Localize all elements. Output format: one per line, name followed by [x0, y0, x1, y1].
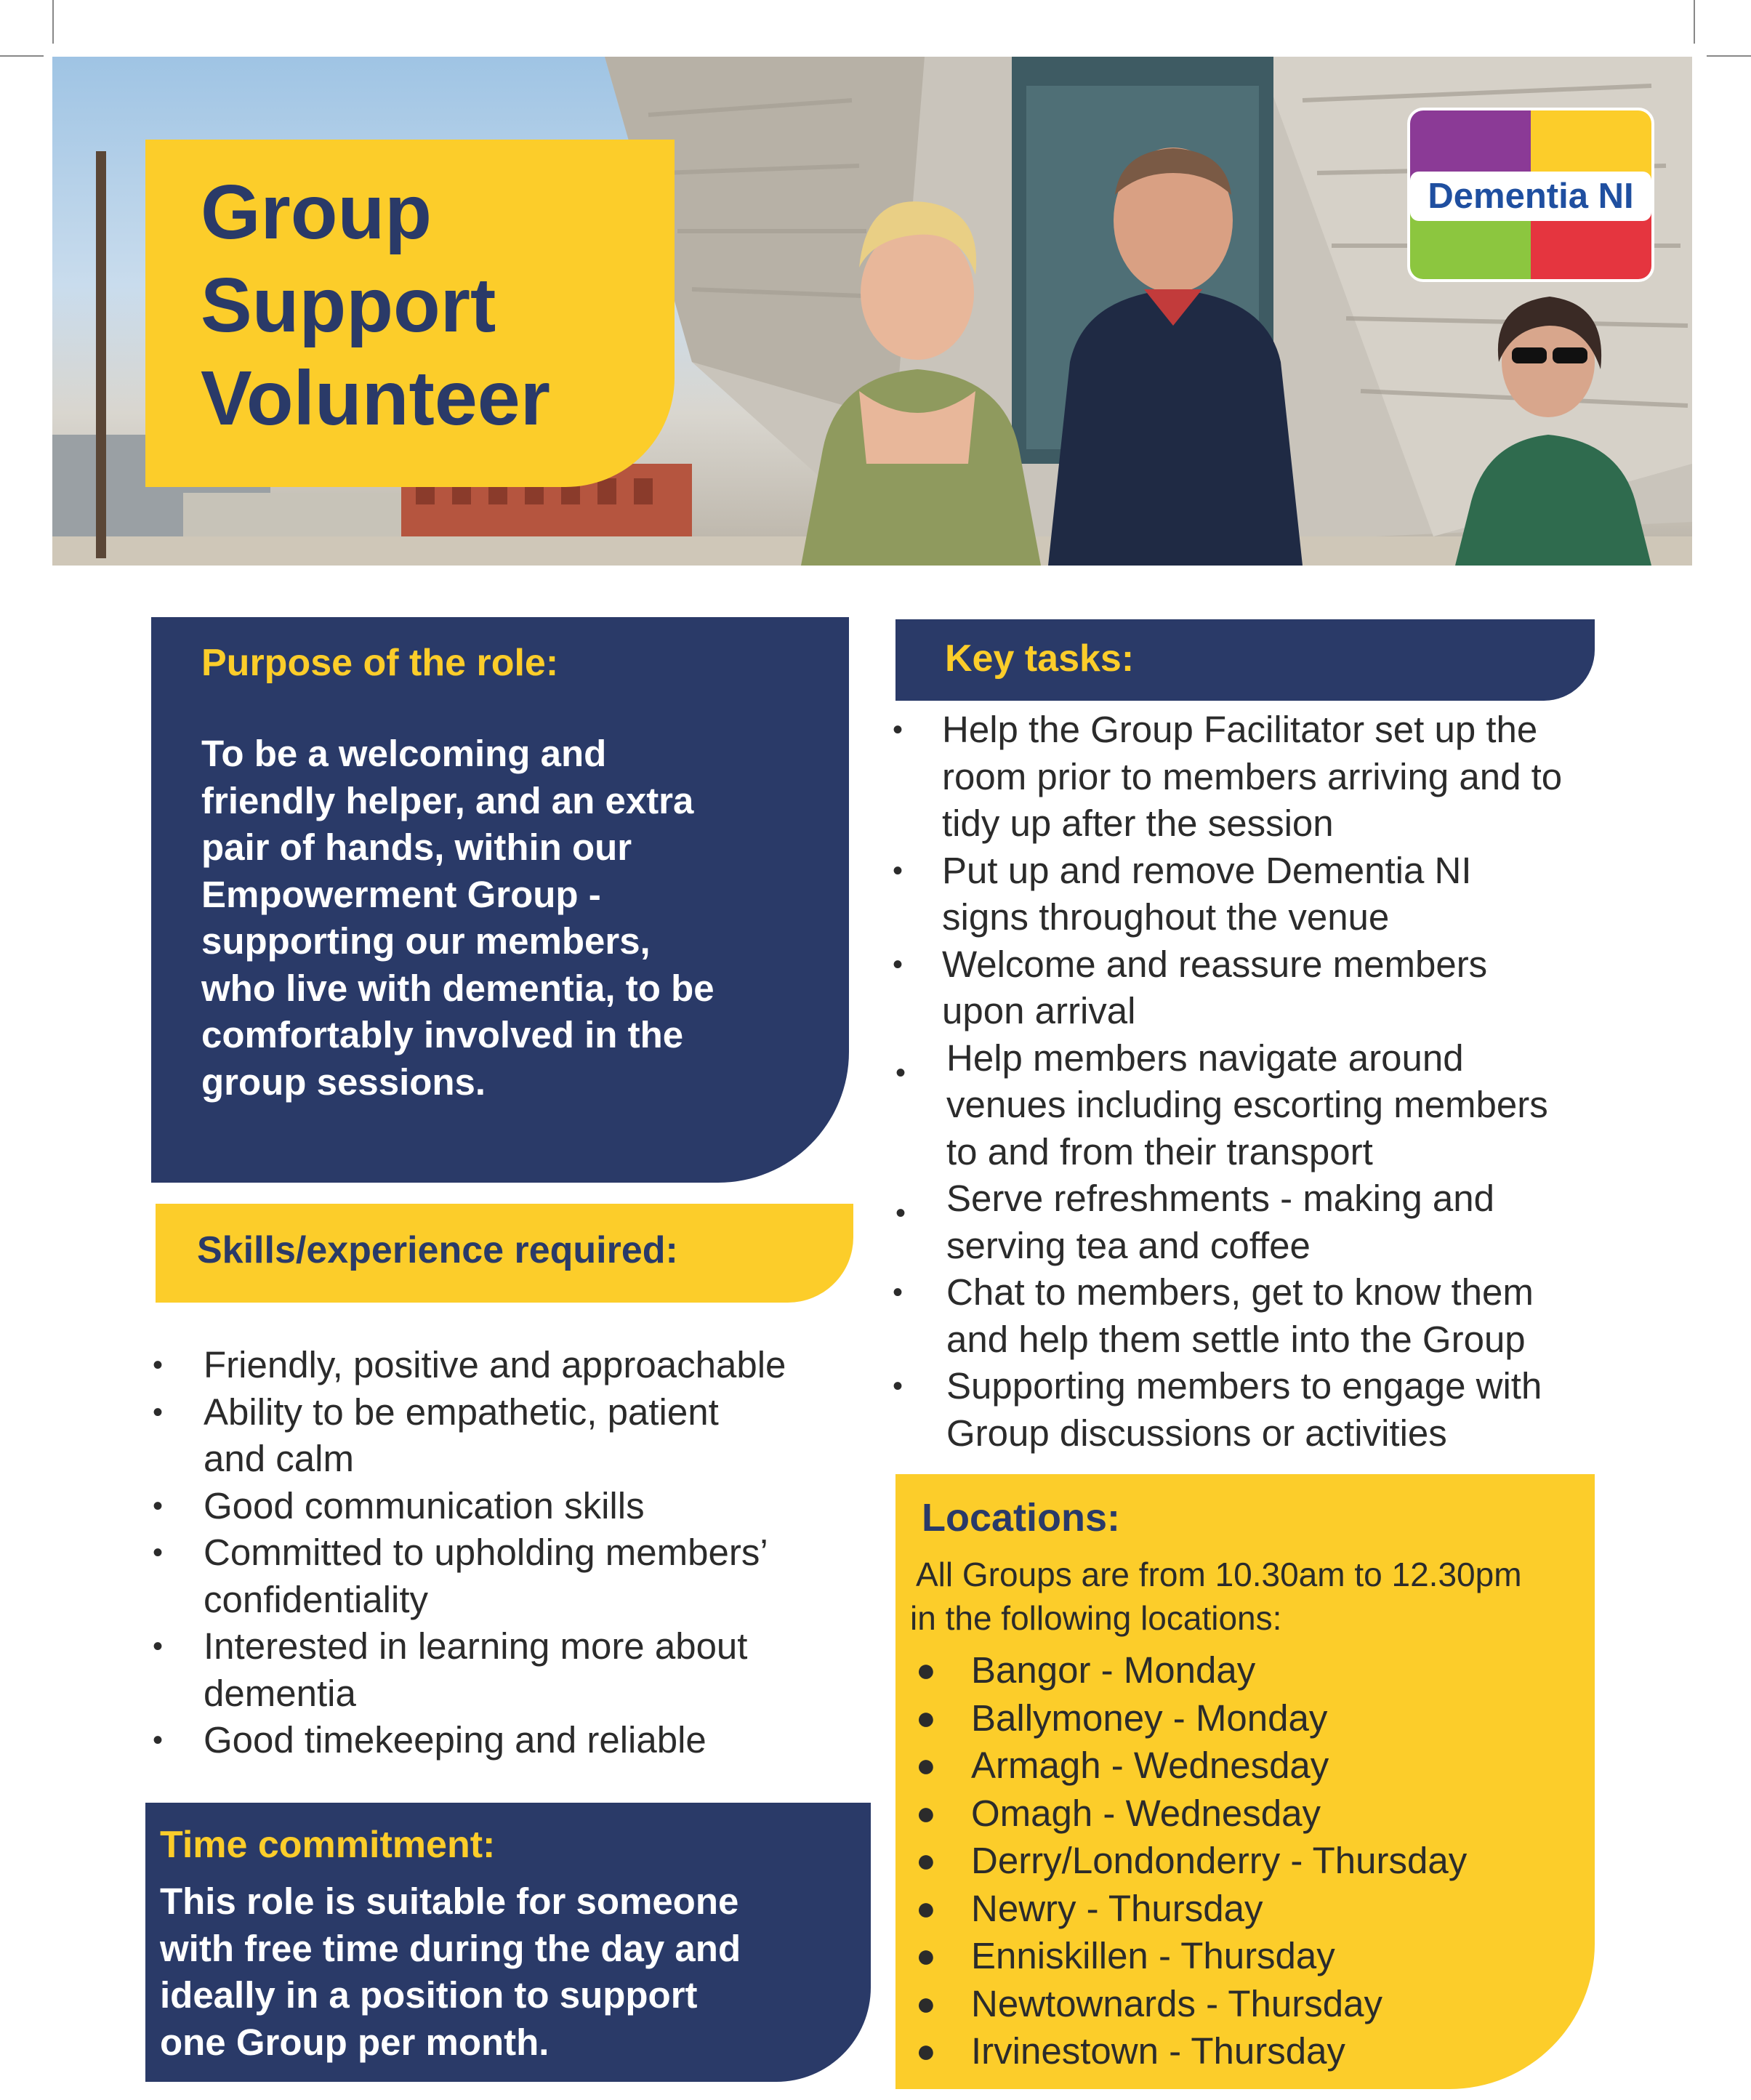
- list-item: • Friendly, positive and approachable: [153, 1342, 850, 1389]
- purpose-line: pair of hands, within our: [201, 826, 632, 868]
- purpose-line: who live with dementia, to be: [201, 967, 715, 1009]
- crop-mark: [52, 0, 54, 44]
- list-item: • Welcome and reassure members upon arrival: [893, 941, 1605, 1035]
- task-line: serving tea and coffee: [946, 1224, 1311, 1266]
- location-text: Ballymoney - Monday: [971, 1697, 1328, 1739]
- time-commitment-heading: Time commitment:: [160, 1824, 496, 1866]
- location-text: Armagh - Wednesday: [971, 1745, 1329, 1786]
- logo-text: Dementia NI: [1428, 177, 1634, 216]
- task-line: venues including escorting members: [946, 1084, 1548, 1125]
- crop-mark: [1707, 55, 1751, 57]
- crop-mark: [1694, 0, 1695, 44]
- skill-line: confidentiality: [204, 1578, 429, 1620]
- time-line: ideally in a position to support: [160, 1974, 698, 2016]
- list-item: • Good communication skills: [153, 1483, 850, 1530]
- task-line: tidy up after the session: [942, 802, 1334, 844]
- list-item: • Supporting members to engage with Group discussions or activities: [893, 1363, 1605, 1457]
- purpose-line: comfortably involved in the: [201, 1014, 684, 1055]
- time-line: This role is suitable for someone: [160, 1880, 739, 1922]
- task-line: Put up and remove Dementia NI: [942, 849, 1472, 891]
- locations-intro: [910, 1553, 1522, 1640]
- task-line: Group discussions or activities: [946, 1412, 1447, 1454]
- dementia-ni-logo: [1407, 108, 1654, 282]
- location-text: Derry/Londonderry - Thursday: [971, 1840, 1468, 1881]
- intro-line: All Groups are from 10.30am to 12.30pm: [916, 1556, 1522, 1593]
- list-item: • Help the Group Facilitator set up the room prior to members arriving and to tidy up after the session: [893, 707, 1605, 848]
- key-tasks-heading: Key tasks:: [945, 637, 1135, 680]
- key-tasks-list: [893, 707, 1605, 1457]
- skill-line: Committed to upholding members’: [204, 1532, 768, 1573]
- purpose-line: To be a welcoming and: [201, 733, 607, 774]
- task-line: Serve refreshments - making and: [946, 1178, 1494, 1219]
- list-item: • Committed to upholding members’ confidentiality: [153, 1529, 850, 1623]
- task-line: Help members navigate around: [946, 1037, 1464, 1079]
- time-line: with free time during the day and: [160, 1927, 741, 1969]
- crop-mark: [0, 55, 44, 57]
- title-line: Group: [201, 169, 432, 255]
- purpose-line: Empowerment Group -: [201, 873, 601, 915]
- skill-line: Good communication skills: [204, 1484, 645, 1526]
- task-line: Supporting members to engage with: [946, 1365, 1542, 1407]
- location-item: ● Bangor - Monday: [916, 1646, 1585, 1694]
- location-item: ● Newry - Thursday: [916, 1885, 1585, 1933]
- task-line: Help the Group Facilitator set up the: [942, 709, 1538, 750]
- purpose-line: group sessions.: [201, 1061, 486, 1103]
- list-item: • Chat to members, get to know them and help them settle into the Group: [893, 1269, 1605, 1363]
- task-line: signs throughout the venue: [942, 896, 1390, 938]
- purpose-line: supporting our members,: [201, 920, 651, 962]
- task-line: upon arrival: [942, 990, 1136, 1031]
- skill-line: Good timekeeping and reliable: [204, 1719, 707, 1761]
- location-text: Irvinestown - Thursday: [971, 2030, 1345, 2072]
- list-item: • Interested in learning more about dementia: [153, 1623, 850, 1717]
- skills-heading: Skills/experience required:: [197, 1229, 678, 1271]
- purpose-text: [201, 731, 715, 1106]
- skill-line: Friendly, positive and approachable: [204, 1344, 786, 1385]
- location-item: ● Armagh - Wednesday: [916, 1742, 1585, 1790]
- task-line: room prior to members arriving and to: [942, 755, 1563, 797]
- locations-heading: Locations:: [922, 1496, 1121, 1540]
- location-item: ● Irvinestown - Thursday: [916, 2027, 1585, 2075]
- purpose-heading: Purpose of the role:: [201, 642, 559, 684]
- location-item: ● Enniskillen - Thursday: [916, 1932, 1585, 1980]
- skills-list: [153, 1342, 850, 1764]
- list-item: • Ability to be empathetic, patient and calm: [153, 1389, 850, 1483]
- location-text: Newtownards - Thursday: [971, 1982, 1382, 2024]
- list-item: • Help members navigate around venues including escorting members to and from their transport: [893, 1035, 1605, 1176]
- location-text: Enniskillen - Thursday: [971, 1935, 1335, 1976]
- skill-line: Ability to be empathetic, patient: [204, 1391, 719, 1433]
- intro-line: in the following locations:: [910, 1599, 1282, 1637]
- task-line: Chat to members, get to know them: [946, 1271, 1534, 1313]
- purpose-line: friendly helper, and an extra: [201, 779, 694, 821]
- task-line: Welcome and reassure members: [942, 943, 1488, 985]
- time-commitment-text: [160, 1878, 741, 2066]
- title-line: Support: [201, 262, 496, 348]
- location-text: Newry - Thursday: [971, 1887, 1263, 1929]
- title-line: Volunteer: [201, 355, 550, 441]
- location-item: ● Ballymoney - Monday: [916, 1694, 1585, 1742]
- location-item: ● Omagh - Wednesday: [916, 1790, 1585, 1838]
- time-line: one Group per month.: [160, 2021, 550, 2063]
- skill-line: dementia: [204, 1672, 356, 1714]
- locations-list: [916, 1646, 1585, 2075]
- task-line: and help them settle into the Group: [946, 1318, 1526, 1360]
- list-item: • Put up and remove Dementia NI signs throughout the venue: [893, 848, 1605, 941]
- skill-line: and calm: [204, 1438, 354, 1479]
- skill-line: Interested in learning more about: [204, 1625, 748, 1667]
- task-line: to and from their transport: [946, 1130, 1373, 1172]
- location-text: Omagh - Wednesday: [971, 1792, 1321, 1834]
- list-item: • Serve refreshments - making and serving tea and coffee: [893, 1175, 1605, 1269]
- page-title: [201, 166, 550, 445]
- location-item: ● Newtownards - Thursday: [916, 1980, 1585, 2028]
- location-text: Bangor - Monday: [971, 1649, 1256, 1691]
- location-item: ● Derry/Londonderry - Thursday: [916, 1837, 1585, 1885]
- list-item: • Good timekeeping and reliable: [153, 1717, 850, 1764]
